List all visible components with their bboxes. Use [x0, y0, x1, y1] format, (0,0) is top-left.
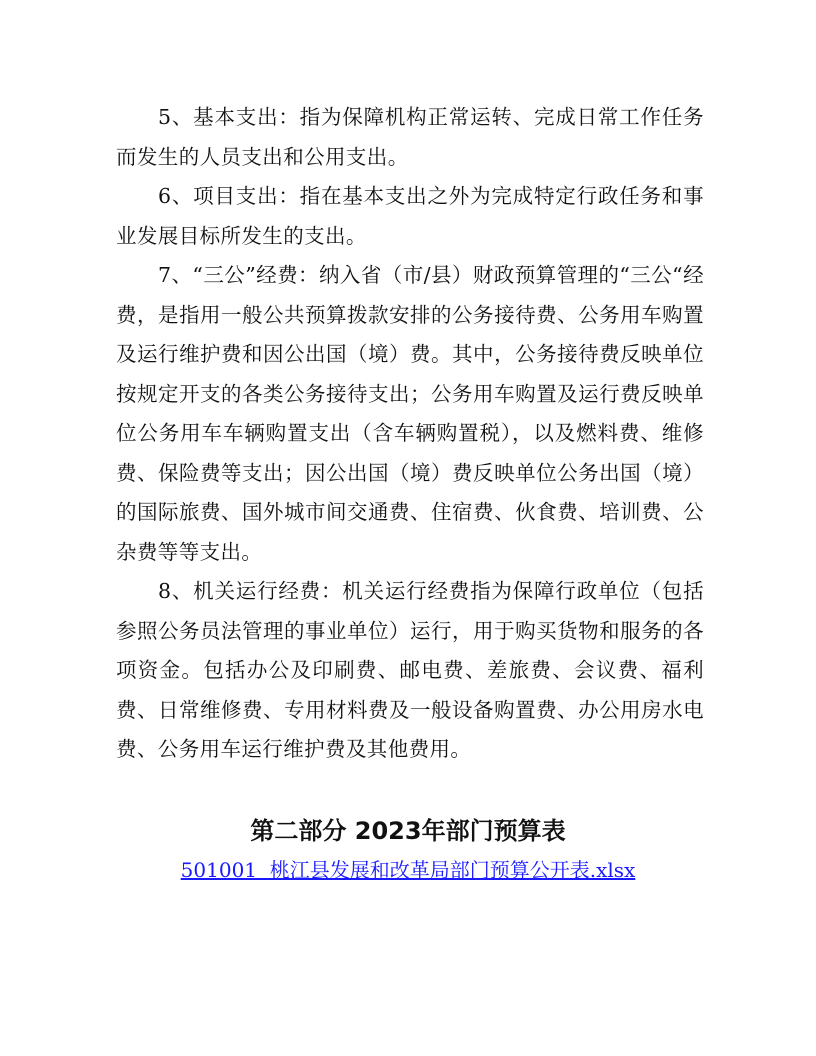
- attachment-link[interactable]: 501001 桃江县发展和改革局部门预算公开表.xlsx: [180, 858, 636, 882]
- section-title: 第二部分 2023年部门预算表: [250, 817, 566, 845]
- paragraph-three-public-funds: 7、“三公”经费：纳入省（市/县）财政预算管理的“三公“经费，是指用一般公共预算拨款安排的公务接待费、公务用车购置及运行维护费和因公出国（境）费。其中，公务接待费反映单位按规定开支的各类公务接待支出；公务用车购置及运行费反映单位公务用车车辆购置支出（含车辆购置税），以及燃料费、维修费、保险费等支出；因公出国（境）费反映单位公务出国（境）的国际旅费、国外城市间交通费、住宿费、伙食费、培训费、公杂费等等支出。: [116, 263, 704, 564]
- definitions-body: [116, 98, 704, 770]
- paragraph-project-expenditure: 6、项目支出：指在基本支出之外为完成特定行政任务和事业发展目标所发生的支出。: [116, 184, 704, 248]
- paragraph-basic-expenditure: 5、基本支出：指为保障机构正常运转、完成日常工作任务而发生的人员支出和公用支出。: [116, 105, 704, 169]
- paragraph-agency-operating-funds: 8、机关运行经费：机关运行经费指为保障行政单位（包括参照公务员法管理的事业单位）运行，用于购买货物和服务的各项资金。包括办公及印刷费、邮电费、差旅费、会议费、福利费、日常维修费、专用材料费及一般设备购置费、办公用房水电费、公务用车运行维护费及其他费用。: [116, 579, 704, 761]
